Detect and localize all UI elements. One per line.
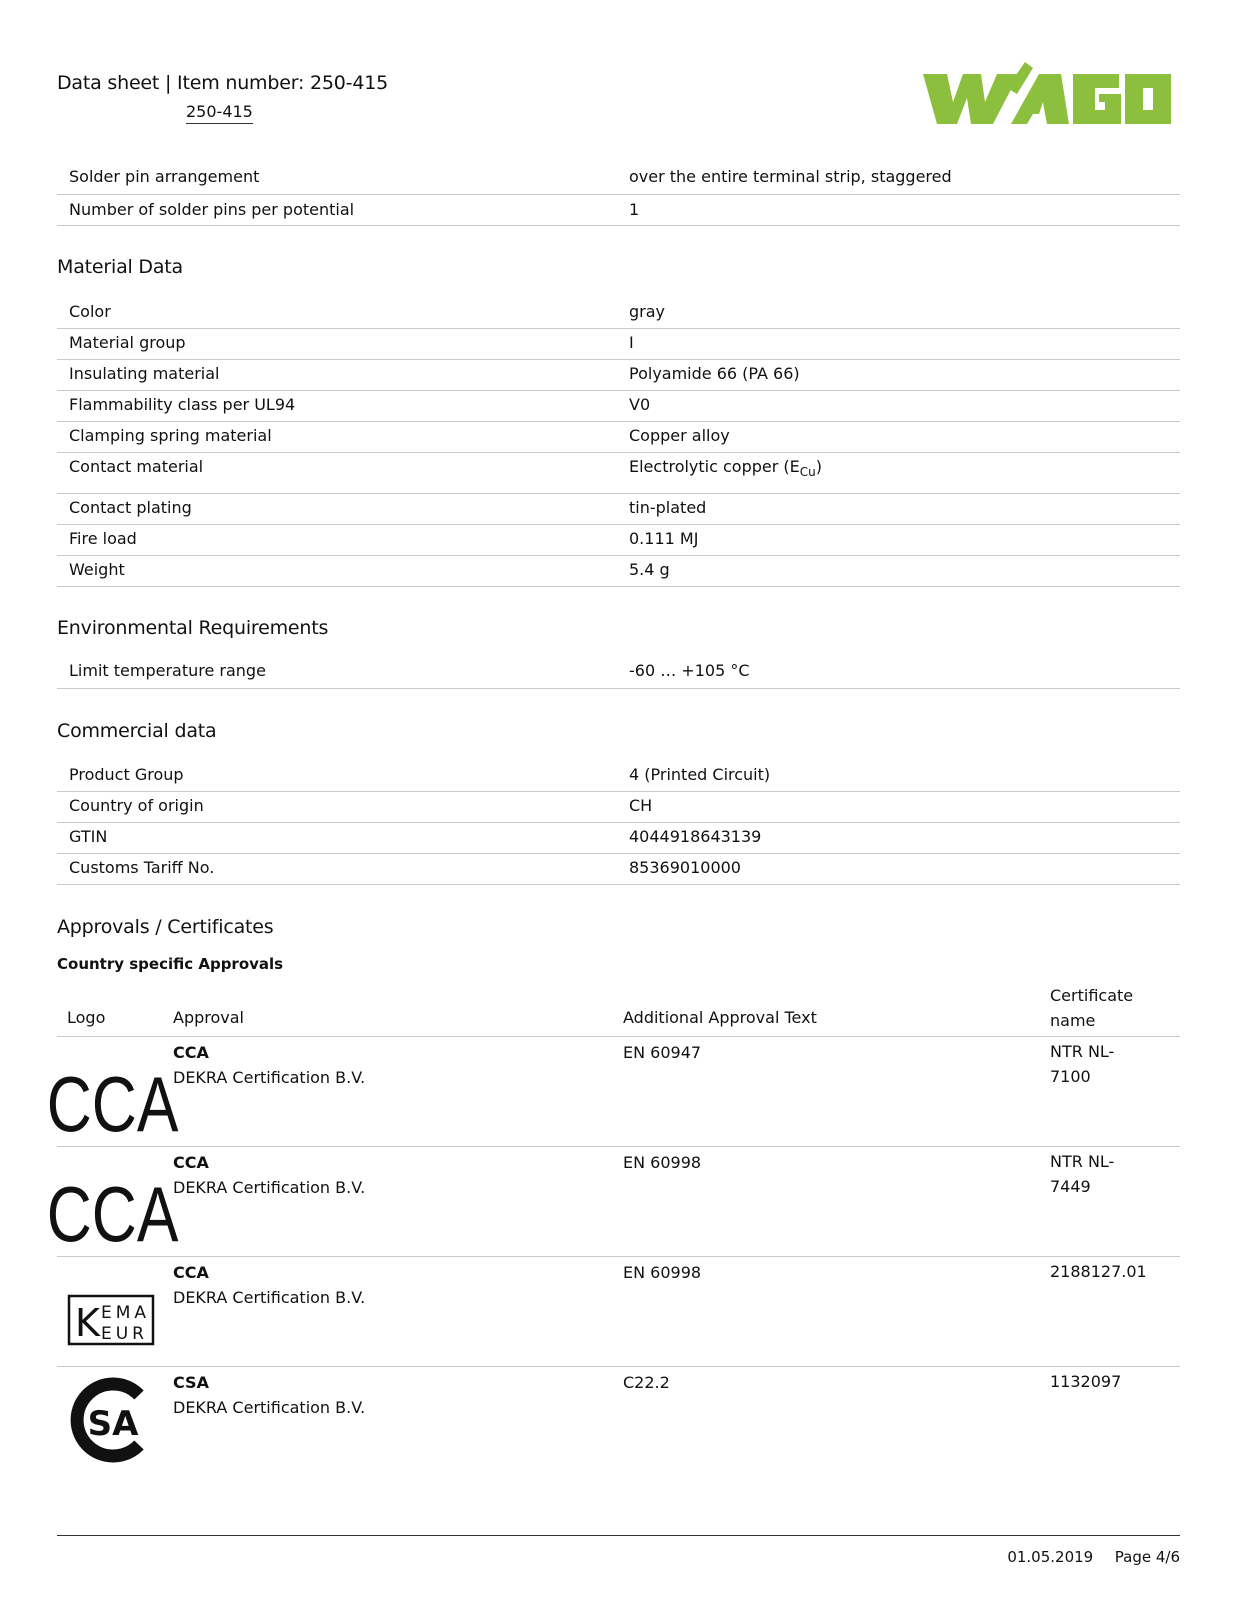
certificate-name: NTR NL-7100 xyxy=(1050,1042,1115,1086)
row-value: gray xyxy=(629,302,666,321)
row-label: Color xyxy=(69,302,111,321)
row-label: Contact material xyxy=(69,456,204,476)
approval-name: CCA xyxy=(173,1153,209,1172)
row-label: Flammability class per UL94 xyxy=(69,394,296,414)
approvals-header xyxy=(57,982,1180,1037)
row-value: 5.4 g xyxy=(629,559,670,579)
document-title: Data sheet | Item number: 250-415 xyxy=(57,72,388,94)
row-label: Number of solder pins per potential xyxy=(69,199,355,219)
environment-table xyxy=(57,659,1180,689)
section-title-environment: Environmental Requirements xyxy=(57,617,329,639)
approval-text: C22.2 xyxy=(623,1373,670,1392)
approval-text: EN 60947 xyxy=(623,1043,702,1062)
row-value: 4044918643139 xyxy=(629,826,762,846)
item-number-link[interactable]: 250-415 xyxy=(186,102,253,124)
svg-text:CCA: CCA xyxy=(46,1170,179,1258)
approval-org: DEKRA Certification B.V. xyxy=(173,1398,366,1417)
row-value: CH xyxy=(629,795,653,815)
page-footer xyxy=(1007,1548,1180,1566)
svg-text:EMA: EMA xyxy=(101,1303,151,1323)
row-value xyxy=(617,452,1180,493)
approval-text: EN 60998 xyxy=(623,1153,702,1172)
section-title-commercial: Commercial data xyxy=(57,720,217,742)
approval-row xyxy=(57,1367,1180,1476)
col-header-approval: Approval xyxy=(173,1008,244,1027)
approval-name: CCA xyxy=(173,1043,209,1062)
commercial-table xyxy=(57,764,1180,885)
cca-logo-icon xyxy=(46,1057,179,1148)
svg-text:K: K xyxy=(75,1301,100,1345)
row-value: 85369010000 xyxy=(629,857,741,877)
page-header xyxy=(57,70,1180,160)
material-table xyxy=(57,300,1180,587)
footer-date: 01.05.2019 xyxy=(1007,1548,1094,1566)
wago-logo xyxy=(923,58,1173,142)
row-label: Limit temperature range xyxy=(69,661,266,680)
approval-row xyxy=(46,1147,1180,1258)
row-label: Weight xyxy=(69,559,125,579)
row-label: Material group xyxy=(69,332,186,352)
row-label: Country of origin xyxy=(69,795,204,815)
contact-material-close: ) xyxy=(815,456,822,476)
section-title-material: Material Data xyxy=(57,256,183,278)
row-label: Solder pin arrangement xyxy=(69,167,260,186)
approval-text: EN 60998 xyxy=(623,1263,702,1282)
row-label: GTIN xyxy=(69,826,108,846)
col-header-text: Additional Approval Text xyxy=(623,1008,817,1027)
row-label: Insulating material xyxy=(69,363,220,383)
contact-material-subscript: Cu xyxy=(799,464,816,479)
row-value: -60 … +105 °C xyxy=(629,661,750,680)
approval-org: DEKRA Certification B.V. xyxy=(173,1178,366,1197)
approval-name: CSA xyxy=(173,1373,209,1392)
row-label: Fire load xyxy=(69,528,137,548)
approval-name: CCA xyxy=(173,1263,209,1282)
row-value: tin-plated xyxy=(629,497,707,517)
footer-page-number: Page 4/6 xyxy=(1114,1548,1180,1566)
approval-row xyxy=(57,1257,1180,1367)
row-label: Customs Tariff No. xyxy=(69,857,215,877)
footer-divider xyxy=(57,1535,1180,1536)
approval-org: DEKRA Certification B.V. xyxy=(173,1068,366,1087)
cca-logo-icon xyxy=(46,1167,179,1258)
row-value: Polyamide 66 (PA 66) xyxy=(629,363,800,383)
col-header-logo: Logo xyxy=(67,1008,106,1027)
approval-row xyxy=(46,1037,1180,1148)
row-value: 4 (Printed Circuit) xyxy=(629,765,771,784)
approval-org: DEKRA Certification B.V. xyxy=(173,1288,366,1307)
section-title-approvals: Approvals / Certificates xyxy=(57,916,274,938)
row-label: Contact plating xyxy=(69,497,192,517)
kema-eur-logo-icon xyxy=(67,1283,159,1361)
csa-logo-icon xyxy=(69,1377,153,1463)
row-value: I xyxy=(629,332,634,352)
row-value: V0 xyxy=(629,394,651,414)
svg-text:SA: SA xyxy=(87,1404,139,1444)
solder-pin-table xyxy=(57,165,1180,226)
certificate-name: 2188127.01 xyxy=(1050,1262,1147,1281)
row-value: Copper alloy xyxy=(629,425,730,445)
certificate-name: NTR NL-7449 xyxy=(1050,1152,1115,1196)
col-header-cert: Certificate name xyxy=(1050,986,1134,1030)
svg-text:EUR: EUR xyxy=(101,1324,148,1344)
contact-material-text: Electrolytic copper (E xyxy=(629,456,800,476)
row-value: over the entire terminal strip, staggered xyxy=(629,167,952,186)
svg-text:CCA: CCA xyxy=(46,1060,179,1148)
approvals-table xyxy=(46,982,1180,1476)
certificate-name: 1132097 xyxy=(1050,1372,1122,1391)
row-value: 1 xyxy=(629,199,640,219)
row-label: Product Group xyxy=(69,765,184,784)
row-value: 0.111 MJ xyxy=(629,528,699,548)
country-approvals-subtitle: Country specific Approvals xyxy=(57,955,284,973)
row-label: Clamping spring material xyxy=(69,425,272,445)
